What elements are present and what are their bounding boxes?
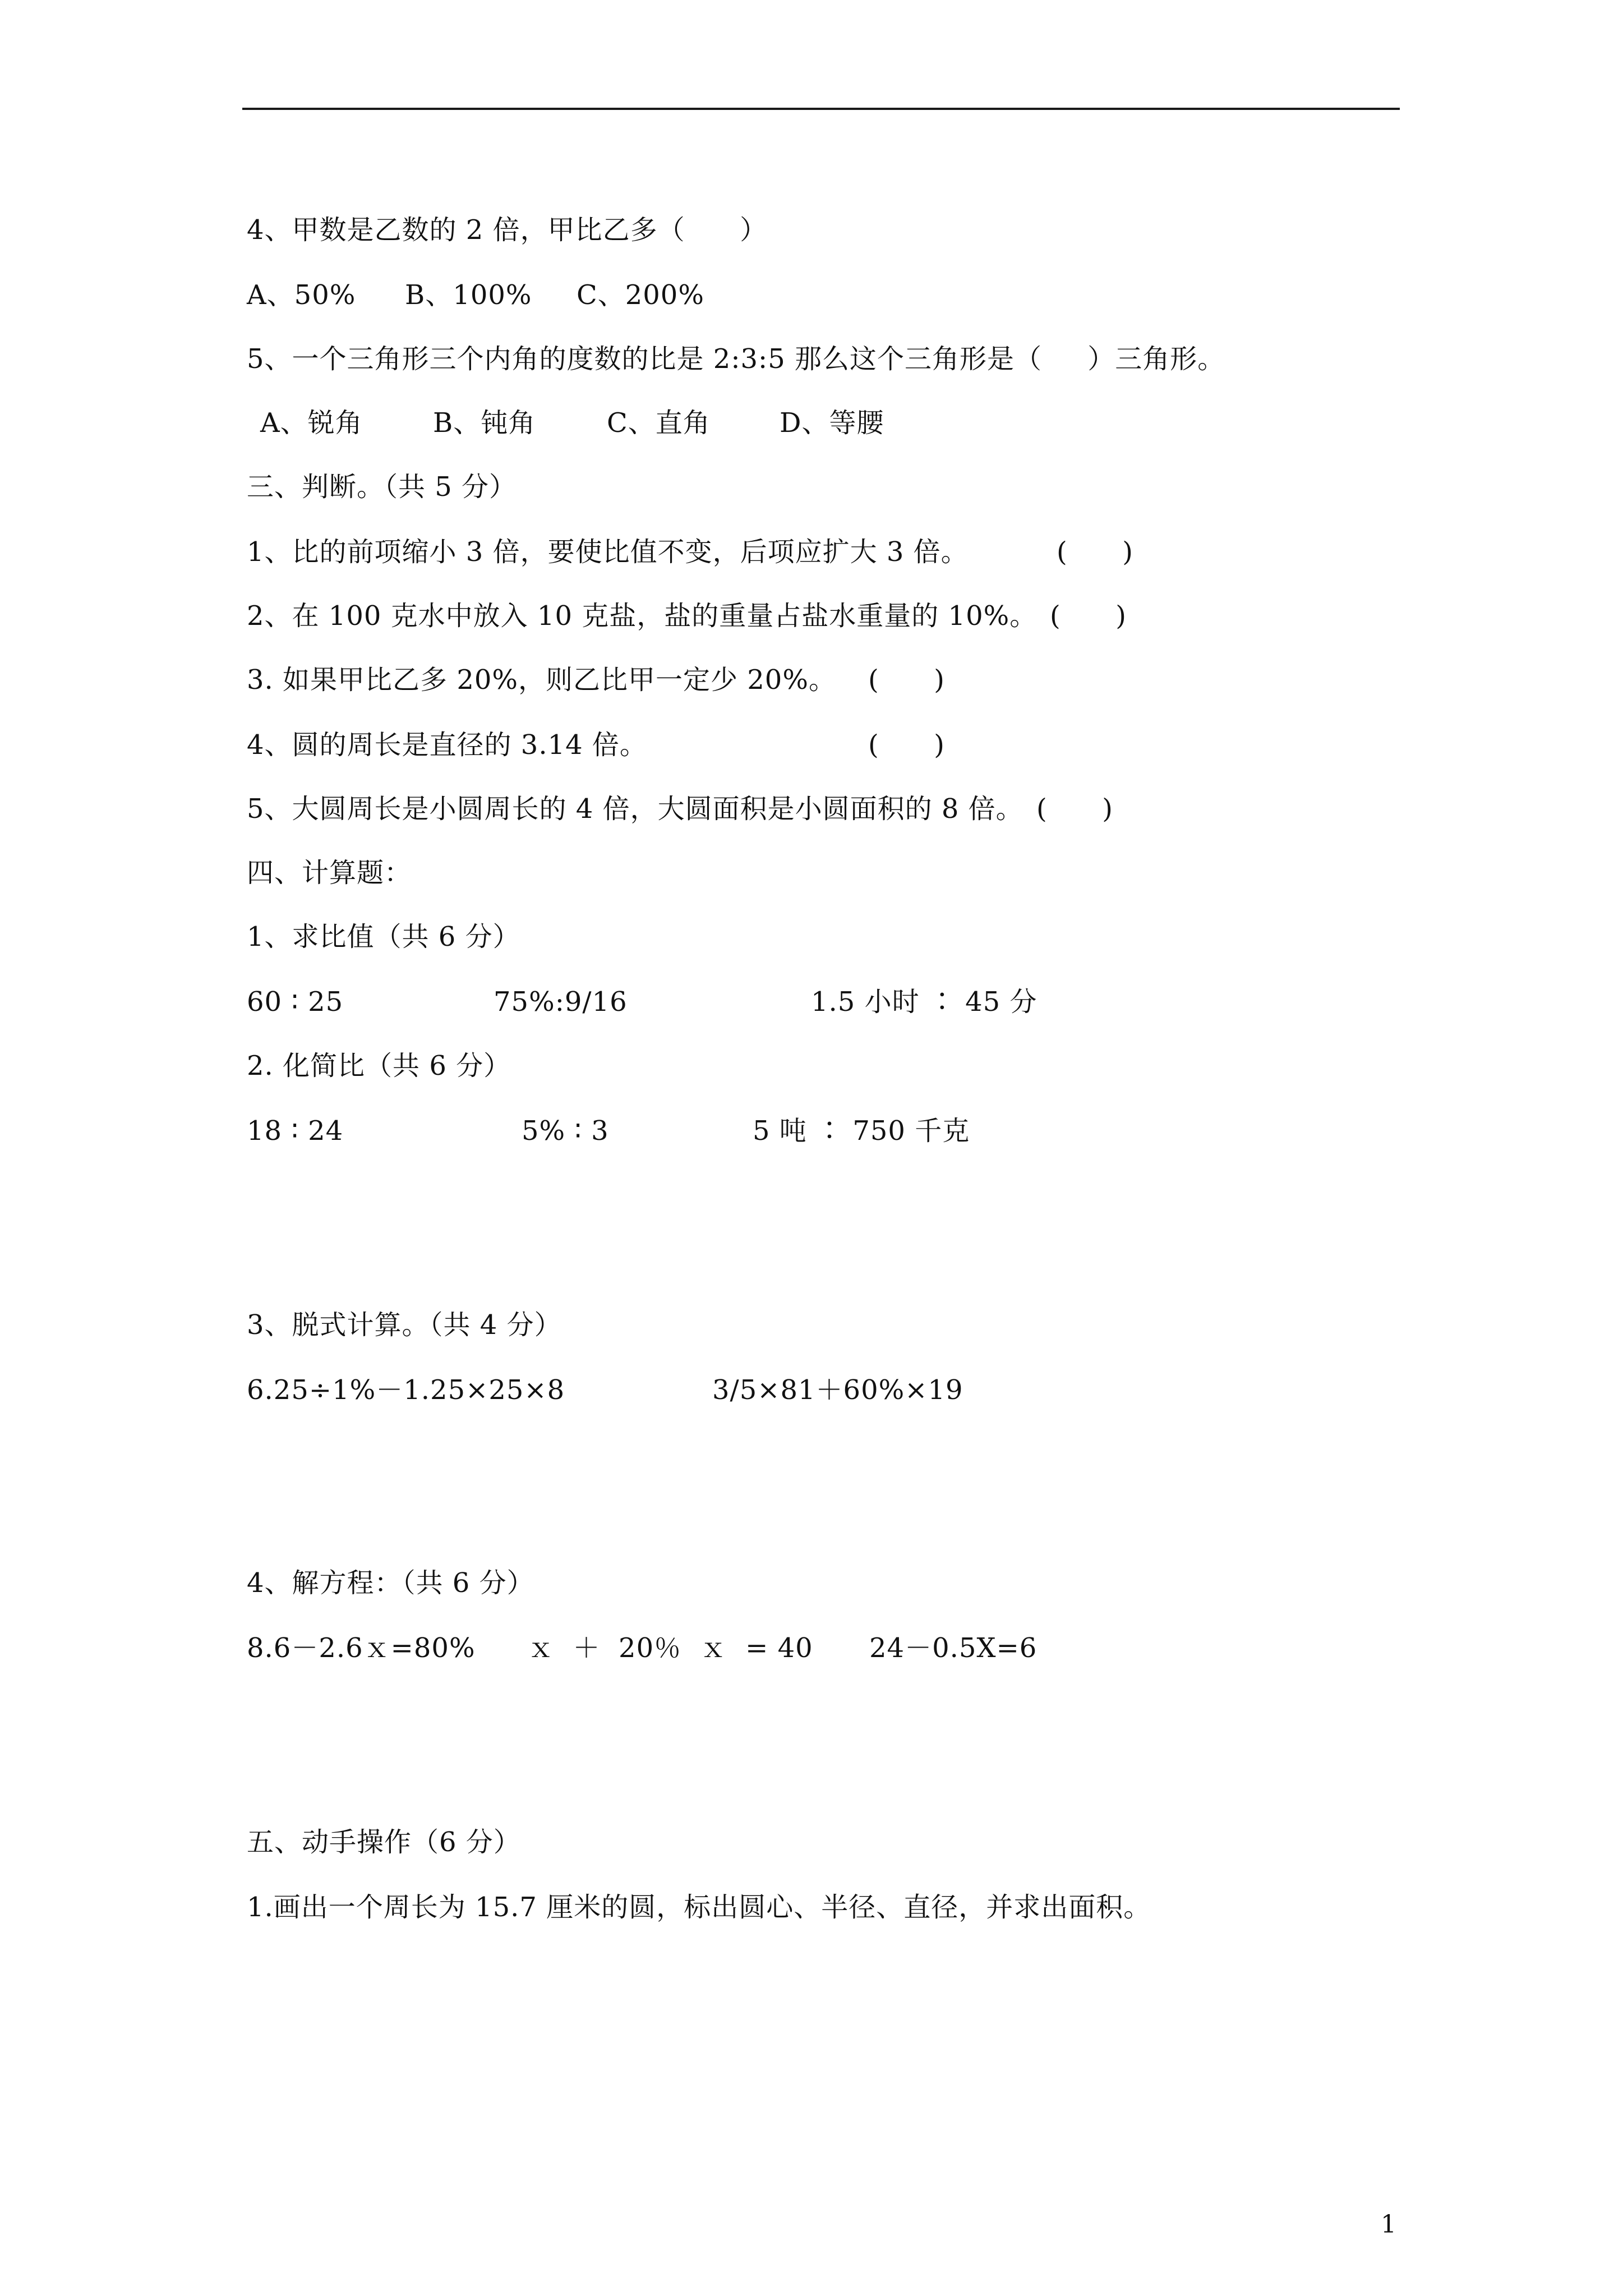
simplify-heading: 2. 化简比（共 6 分） xyxy=(247,1050,511,1082)
option-b: B、100% xyxy=(405,279,532,311)
problem: 1.5 小时 ∶ 45 分 xyxy=(811,986,1038,1018)
section-judge-heading: 三、判断。（共 5 分） xyxy=(247,471,517,503)
problem: 24－0.5X=6 xyxy=(869,1632,1038,1664)
problem: 8.6－2.6ｘ=80% xyxy=(247,1632,476,1664)
question-4-stem: 4、甲数是乙数的 2 倍，甲比乙多（ ） xyxy=(247,214,768,246)
problem: 6.25÷1%－1.25×25×8 xyxy=(247,1374,565,1406)
question-5-stem: 5、一个三角形三个内角的度数的比是 2:3:5 那么这个三角形是（ ）三角形。 xyxy=(247,343,1225,375)
page-number: 1 xyxy=(1381,2210,1396,2239)
answer-bracket: ( ) xyxy=(1057,536,1133,568)
answer-bracket: ( ) xyxy=(868,664,945,696)
simplify-problems xyxy=(247,1113,970,1292)
problem: ｘ ＋ 20％ ｘ = 40 xyxy=(527,1632,813,1664)
section-calc-heading: 四、计算题： xyxy=(247,857,412,889)
judge-item-text: 5、大圆周长是小圆周长的 4 倍，大圆面积是小圆面积的 8 倍。 xyxy=(247,793,1023,825)
problem: 75%:9/16 xyxy=(494,986,628,1018)
judge-item-text: 3. 如果甲比乙多 20%，则乙比甲一定少 20%。 xyxy=(247,664,836,696)
problem: 3/5×81＋60%×19 xyxy=(712,1374,963,1406)
header-rule xyxy=(242,108,1400,110)
judge-item-text: 4、圆的周长是直径的 3.14 倍。 xyxy=(247,729,647,761)
option-a: A、锐角 xyxy=(260,407,363,439)
option-c: C、直角 xyxy=(607,407,711,439)
equations-heading: 4、解方程：（共 6 分） xyxy=(247,1567,534,1599)
judge-item-text: 1、比的前项缩小 3 倍，要使比值不变，后项应扩大 3 倍。 xyxy=(247,536,969,568)
answer-bracket: ( ) xyxy=(1050,600,1127,632)
option-a: A、50% xyxy=(247,279,356,311)
option-d: D、等腰 xyxy=(780,407,884,439)
ratio-value-heading: 1、求比值（共 6 分） xyxy=(247,921,520,953)
problem: 60 ∶ 25 xyxy=(247,986,344,1018)
section-hands-on-heading: 五、动手操作（6 分） xyxy=(247,1826,521,1858)
option-c: C、200% xyxy=(577,279,704,311)
equation-problems xyxy=(247,1630,1038,1810)
problem: 18 ∶ 24 xyxy=(247,1115,344,1147)
judge-item-text: 2、在 100 克水中放入 10 克盐，盐的重量占盐水重量的 10%。 xyxy=(247,600,1038,632)
answer-bracket: ( ) xyxy=(868,729,945,761)
problem: 5 吨 ∶ 750 千克 xyxy=(753,1115,970,1147)
problem: 5% ∶ 3 xyxy=(522,1115,609,1147)
step-calc-problems xyxy=(247,1372,963,1516)
option-b: B、钝角 xyxy=(433,407,536,439)
hands-on-item: 1.画出一个周长为 15.7 厘米的圆，标出圆心、半径、直径，并求出面积。 xyxy=(247,1892,1151,1923)
answer-bracket: ( ) xyxy=(1036,793,1113,825)
step-calc-heading: 3、脱式计算。（共 4 分） xyxy=(247,1309,562,1341)
